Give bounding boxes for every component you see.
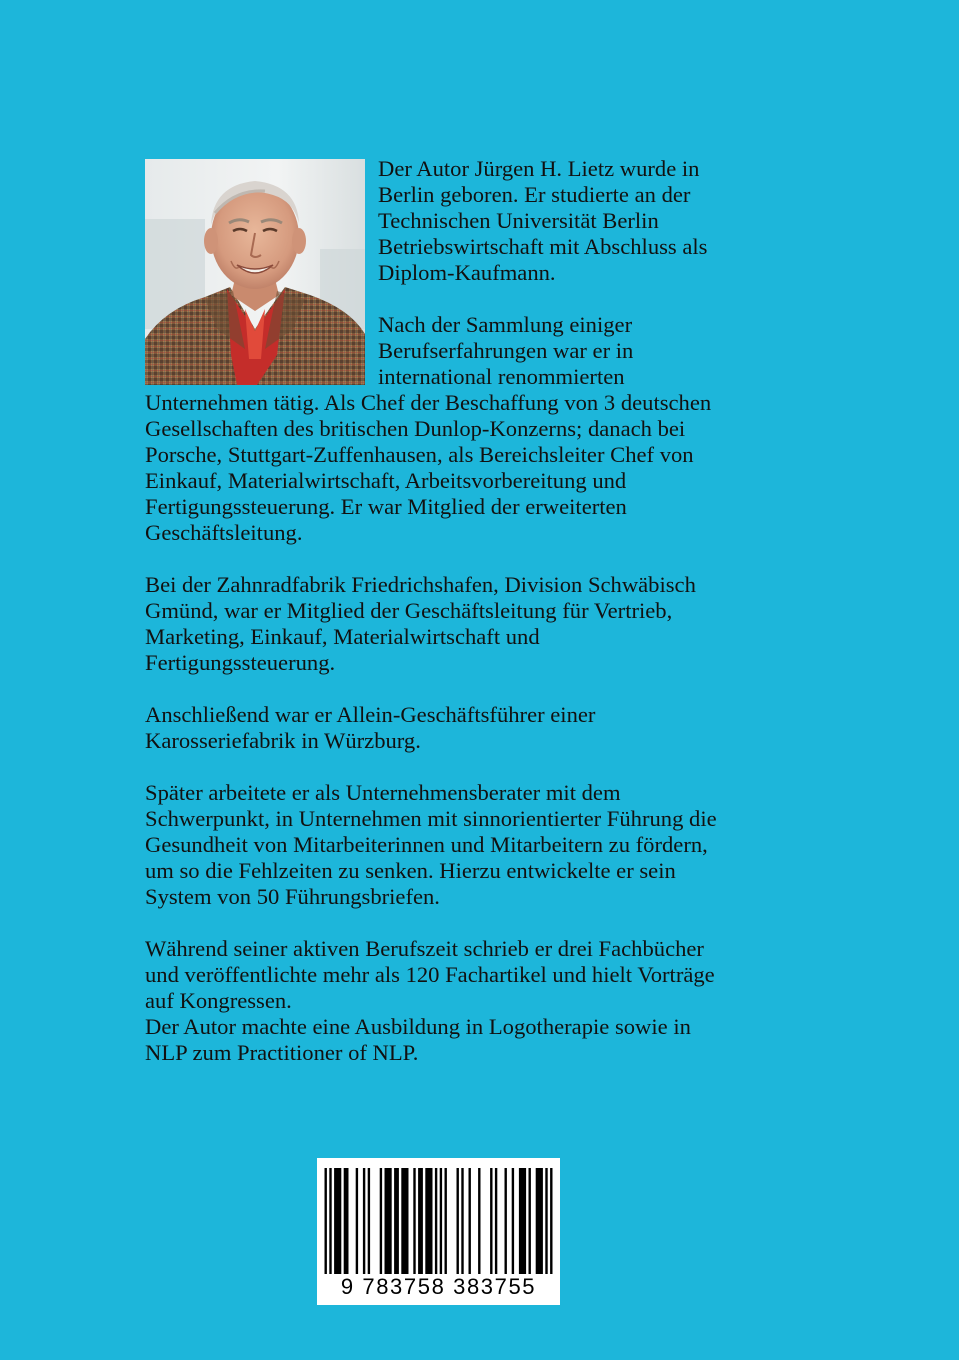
barcode-bar (469, 1168, 471, 1274)
bio-line: international renommierten (378, 364, 625, 389)
bio-line: Bei der Zahnradfabrik Friedrichshafen, Division Schwäbisch (145, 572, 696, 597)
bio-paragraph-5 (145, 780, 795, 910)
barcode-bar (380, 1168, 382, 1274)
barcode-bar (418, 1168, 423, 1274)
barcode-bar (440, 1168, 442, 1274)
barcode-bar (545, 1168, 547, 1274)
bio-line: System von 50 Führungsbriefen. (145, 884, 440, 909)
barcode-bar (385, 1168, 392, 1274)
bio-line: Fertigungssteuerung. (145, 650, 336, 675)
bio-line: Gesellschaften des britischen Dunlop-Konzerns; danach bei (145, 416, 686, 441)
barcode-bar (550, 1168, 552, 1274)
isbn-number: 9 783758 383755 (340, 1274, 537, 1299)
isbn-barcode (317, 1158, 560, 1305)
bio-paragraph-6 (145, 936, 795, 1066)
barcode-bar (356, 1168, 358, 1274)
paragraph-gap (145, 754, 795, 780)
bio-paragraph-4 (145, 702, 795, 754)
barcode-bar (457, 1168, 459, 1274)
bio-line: NLP zum Practitioner of NLP. (145, 1040, 419, 1065)
bio-line: Einkauf, Materialwirtschaft, Arbeitsvorbereitung und (145, 468, 627, 493)
barcode-bar (512, 1168, 514, 1274)
bio-paragraph-1 (145, 156, 795, 286)
barcode-bar (529, 1168, 531, 1274)
bio-line: Der Autor Jürgen H. Lietz wurde in (378, 156, 700, 181)
barcode-bar (401, 1168, 408, 1274)
bio-line: Karosseriefabrik in Würzburg. (145, 728, 421, 753)
bio-line: Gesundheit von Mitarbeiterinnen und Mitarbeitern zu fördern, (145, 832, 708, 857)
bio-line: und veröffentlichte mehr als 120 Fachartikel und hielt Vorträge (145, 962, 715, 987)
barcode-bar (334, 1168, 341, 1274)
barcode-bar (435, 1168, 437, 1274)
bio-line: Berufserfahrungen war er in (378, 338, 634, 363)
barcode-bar (368, 1168, 370, 1274)
bio-line: Gmünd, war er Mitglied der Geschäftsleitung für Vertrieb, (145, 598, 673, 623)
bio-line: Porsche, Stuttgart-Zuffenhausen, als Bereichsleiter Chef von (145, 442, 694, 467)
barcode-bar (461, 1168, 463, 1274)
author-bio (145, 156, 795, 1066)
barcode-bar (325, 1168, 327, 1274)
barcode-bar (344, 1168, 349, 1274)
paragraph-gap (145, 286, 795, 312)
bio-line: Nach der Sammlung einiger (378, 312, 633, 337)
bio-paragraph-3 (145, 572, 795, 676)
bio-line: Anschließend war er Allein-Geschäftsführer einer (145, 702, 596, 727)
barcode-bar (445, 1168, 447, 1274)
barcode-bar (478, 1168, 480, 1274)
bio-line: Berlin geboren. Er studierte an der (378, 182, 691, 207)
barcode-bar (536, 1168, 543, 1274)
bio-line: Unternehmen tätig. Als Chef der Beschaffung von 3 deutschen (145, 390, 712, 415)
barcode-bar (490, 1168, 492, 1274)
barcode-bar (519, 1168, 526, 1274)
bio-line: auf Kongressen. (145, 988, 292, 1013)
barcode-bar (425, 1168, 432, 1274)
bio-line: um so die Fehlzeiten zu senken. Hierzu entwickelte er sein (145, 858, 676, 883)
bio-line: Während seiner aktiven Berufszeit schrieb er drei Fachbücher (145, 936, 704, 961)
bio-line: Fertigungssteuerung. Er war Mitglied der erweiterten (145, 494, 627, 519)
paragraph-gap (145, 676, 795, 702)
barcode-bar (495, 1168, 497, 1274)
bio-line: Schwerpunkt, in Unternehmen mit sinnorientierter Führung die (145, 806, 717, 831)
bio-line: Geschäftsleitung. (145, 520, 303, 545)
paragraph-gap (145, 910, 795, 936)
barcode-bar (394, 1168, 399, 1274)
paragraph-gap (145, 546, 795, 572)
barcode-bar (363, 1168, 365, 1274)
barcode-bar (505, 1168, 507, 1274)
barcode-bar (329, 1168, 331, 1274)
bio-line: Technischen Universität Berlin (378, 208, 659, 233)
bio-line: Diplom-Kaufmann. (378, 260, 556, 285)
barcode-bar (413, 1168, 415, 1274)
bio-line: Später arbeitete er als Unternehmensberater mit dem (145, 780, 621, 805)
barcode-icon (317, 1158, 560, 1276)
bio-line: Betriebswirtschaft mit Abschluss als (378, 234, 708, 259)
bio-paragraph-2 (145, 312, 795, 546)
bio-line: Der Autor machte eine Ausbildung in Logotherapie sowie in (145, 1014, 691, 1039)
bio-line: Marketing, Einkauf, Materialwirtschaft und (145, 624, 540, 649)
